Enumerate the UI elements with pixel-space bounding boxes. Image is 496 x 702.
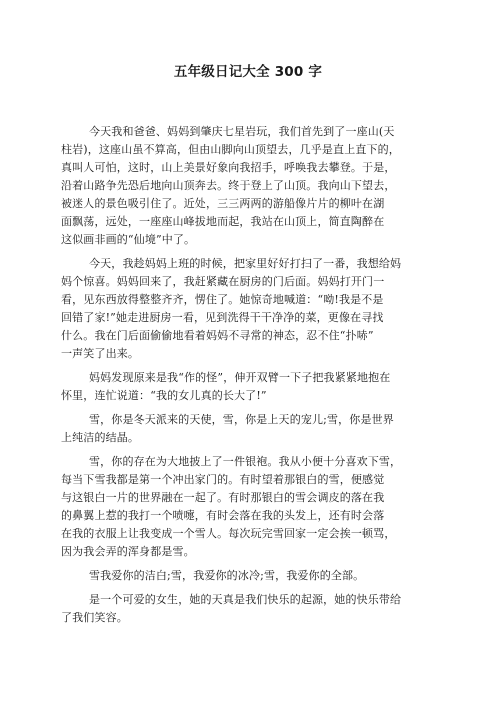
text-line: 看，见东西放得整整齐齐，愣住了。她惊奇地喊道：“呦!我是不是 (61, 293, 384, 306)
text-line: 是一个可爱的女生，她的天真是我们快乐的起源，她的快乐带给 (89, 593, 402, 606)
text-line: 因为我会弄的浑身都是雪。 (61, 545, 195, 558)
text-line: 今天我和爸爸、妈妈到肇庆七星岩玩，我们首先到了一座山(天 (89, 125, 395, 138)
text-line: 与这银白一片的世界融在一起了。有时那银白的雪会调皮的落在我 (61, 491, 385, 504)
text-line: 一声笑了出来。 (61, 347, 140, 360)
text-line: 了我们笑容。 (61, 611, 128, 624)
text-line: 的鼻翼上惹的我打一个喷嚏，有时会落在我的头发上，还有时会落 (61, 509, 385, 522)
text-line: 柱岩)，这座山虽不算高，但由山脚向山顶望去，几乎是直上直下的， (61, 143, 400, 156)
text-line: 被迷人的景色吸引住了。近处，三三两两的游船像片片的柳叶在湖 (61, 197, 385, 210)
text-line: 在我的衣服上让我变成一个雪人。每次玩完雪回家一定会挨一顿骂， (61, 527, 396, 540)
text-line: 真叫人可怕，这时，山上美景好象向我招手，呼唤我去攀登。于是， (61, 161, 396, 174)
text-line: 妈妈发现原来是我“作的怪”，伸开双臂一下子把我紧紧地抱在 (89, 371, 391, 384)
text-line: 上纯洁的结晶。 (61, 431, 140, 444)
text-line: 雪，你的存在为大地披上了一件银袍。我从小便十分喜欢下雪， (89, 455, 402, 468)
text-line: 雪我爱你的洁白;雪，我爱你的冰冷;雪，我爱你的全部。 (89, 569, 365, 582)
text-line: 雪，你是冬天派来的天使，雪，你是上天的宠儿;雪，你是世界 (89, 413, 394, 426)
text-line: 沿着山路争先恐后地向山顶奔去。终于登上了山顶。我向山下望去， (61, 179, 396, 192)
text-line: 这似画非画的“仙境”中了。 (61, 233, 196, 246)
page-title: 五年级日记大全 300 字 (173, 64, 323, 80)
text-line: 妈个惊喜。妈妈回来了，我赶紧藏在厨房的门后面。妈妈打开门一 (61, 275, 385, 288)
text-line: 什么。我在门后面偷偷地看着妈妈不寻常的神态，忍不住“扑哧” (61, 329, 374, 342)
text-line: 面飘荡，远处，一座座山峰拔地而起，我站在山顶上，简直陶醉在 (61, 215, 385, 228)
text-line: 回错了家!”她走进厨房一看，见到洗得干干净净的菜，更像在寻找 (61, 311, 384, 324)
text-line: 怀里，连忙说道：“我的女儿真的长大了!” (61, 389, 267, 402)
text-line: 今天，我趁妈妈上班的时候，把家里好好打扫了一番，我想给妈 (89, 257, 402, 270)
text-line: 每当下雪我都是第一个冲出家门的。有时望着那银白的雪，便感觉 (61, 473, 385, 486)
